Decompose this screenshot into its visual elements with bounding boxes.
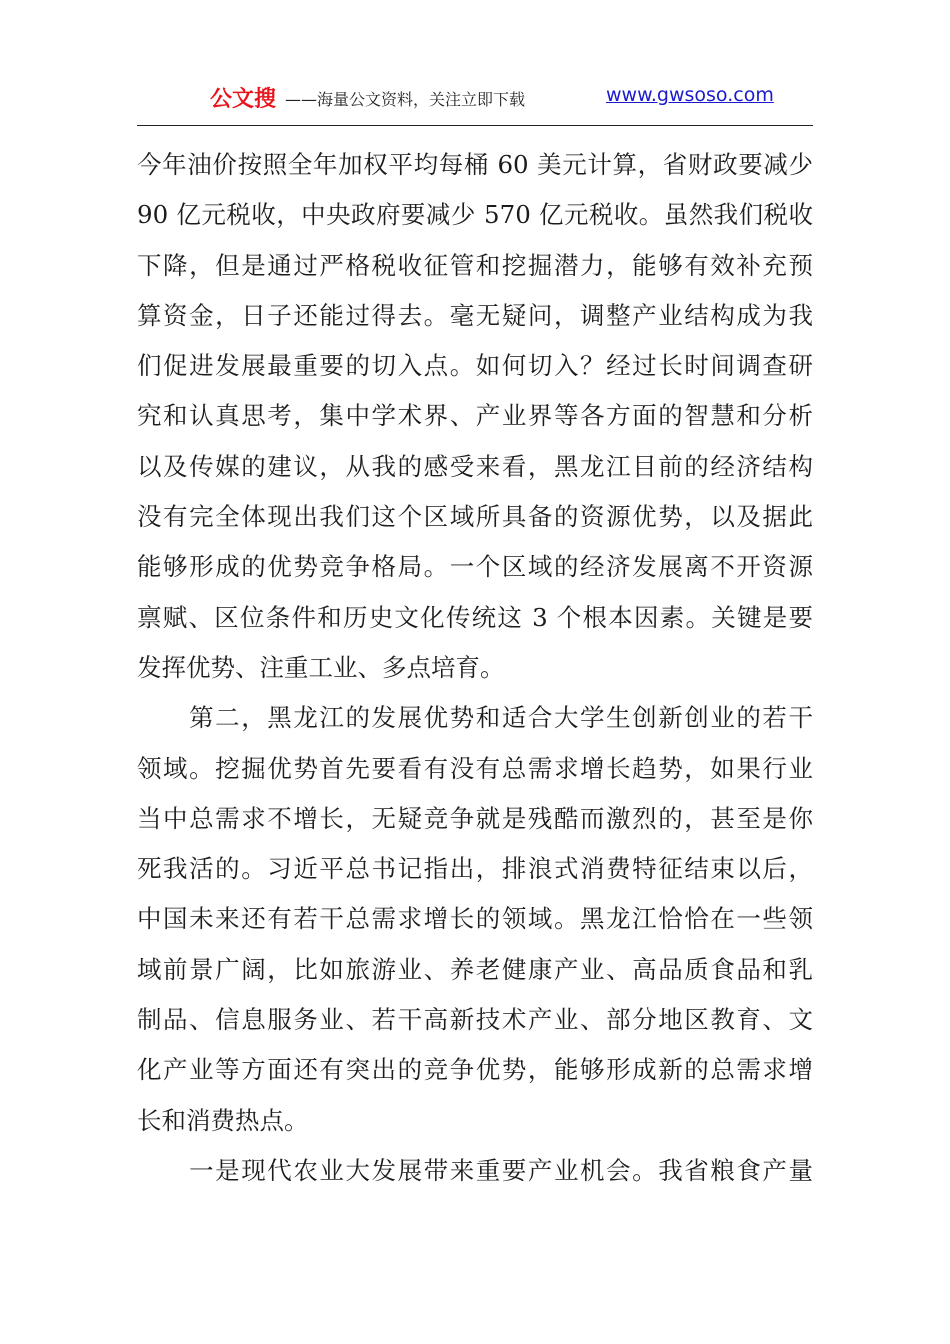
text-line: 禀赋、区位条件和历史文化传统这 3 个根本因素。关键是要: [137, 602, 813, 632]
text-line: 域前景广阔，比如旅游业、养老健康产业、高品质食品和乳: [137, 954, 813, 984]
header-tagline: ——海量公文资料，关注立即下载: [285, 90, 526, 109]
text-line: 90 亿元税收，中央政府要减少 570 亿元税收。虽然我们税收: [137, 200, 813, 230]
text-line: 算资金，日子还能过得去。毫无疑问，调整产业结构成为我: [137, 300, 813, 330]
text-line: 一是现代农业大发展带来重要产业机会。我省粮食产量: [137, 1155, 813, 1185]
text-line: 领域。挖掘优势首先要看有没有总需求增长趋势，如果行业: [137, 753, 813, 783]
document-body: [137, 140, 813, 1196]
text-line: 究和认真思考，集中学术界、产业界等各方面的智慧和分析: [137, 401, 813, 431]
text-line: 中国未来还有若干总需求增长的领域。黑龙江恰恰在一些领: [137, 904, 813, 934]
text-line: 化产业等方面还有突出的竞争优势，能够形成新的总需求增: [137, 1055, 813, 1085]
brand-logo-text: 公文搜: [210, 87, 277, 112]
site-link[interactable]: www.gwsoso.com: [606, 84, 774, 106]
text-line: 以及传媒的建议，从我的感受来看，黑龙江目前的经济结构: [137, 451, 813, 481]
text-line: 没有完全体现出我们这个区域所具备的资源优势，以及据此: [137, 502, 813, 532]
text-line: 当中总需求不增长，无疑竞争就是残酷而激烈的，甚至是你: [137, 803, 813, 833]
text-line: 制品、信息服务业、若干高新技术产业、部分地区教育、文: [137, 1005, 813, 1035]
text-line: 第二，黑龙江的发展优势和适合大学生创新创业的若干: [137, 703, 813, 733]
text-line: 今年油价按照全年加权平均每桶 60 美元计算，省财政要减少: [137, 150, 813, 179]
text-line: 死我活的。习近平总书记指出，排浪式消费特征结束以后，: [137, 854, 813, 884]
text-line: 能够形成的优势竞争格局。一个区域的经济发展离不开资源: [137, 552, 813, 582]
text-line: 发挥优势、注重工业、多点培育。: [137, 652, 505, 682]
text-line: 下降，但是通过严格税收征管和挖掘潜力，能够有效补充预: [137, 250, 813, 280]
text-line: 们促进发展最重要的切入点。如何切入？经过长时间调查研: [137, 351, 813, 381]
header-divider: [137, 125, 813, 126]
page-header: [137, 80, 813, 114]
text-line: 长和消费热点。: [137, 1105, 309, 1135]
